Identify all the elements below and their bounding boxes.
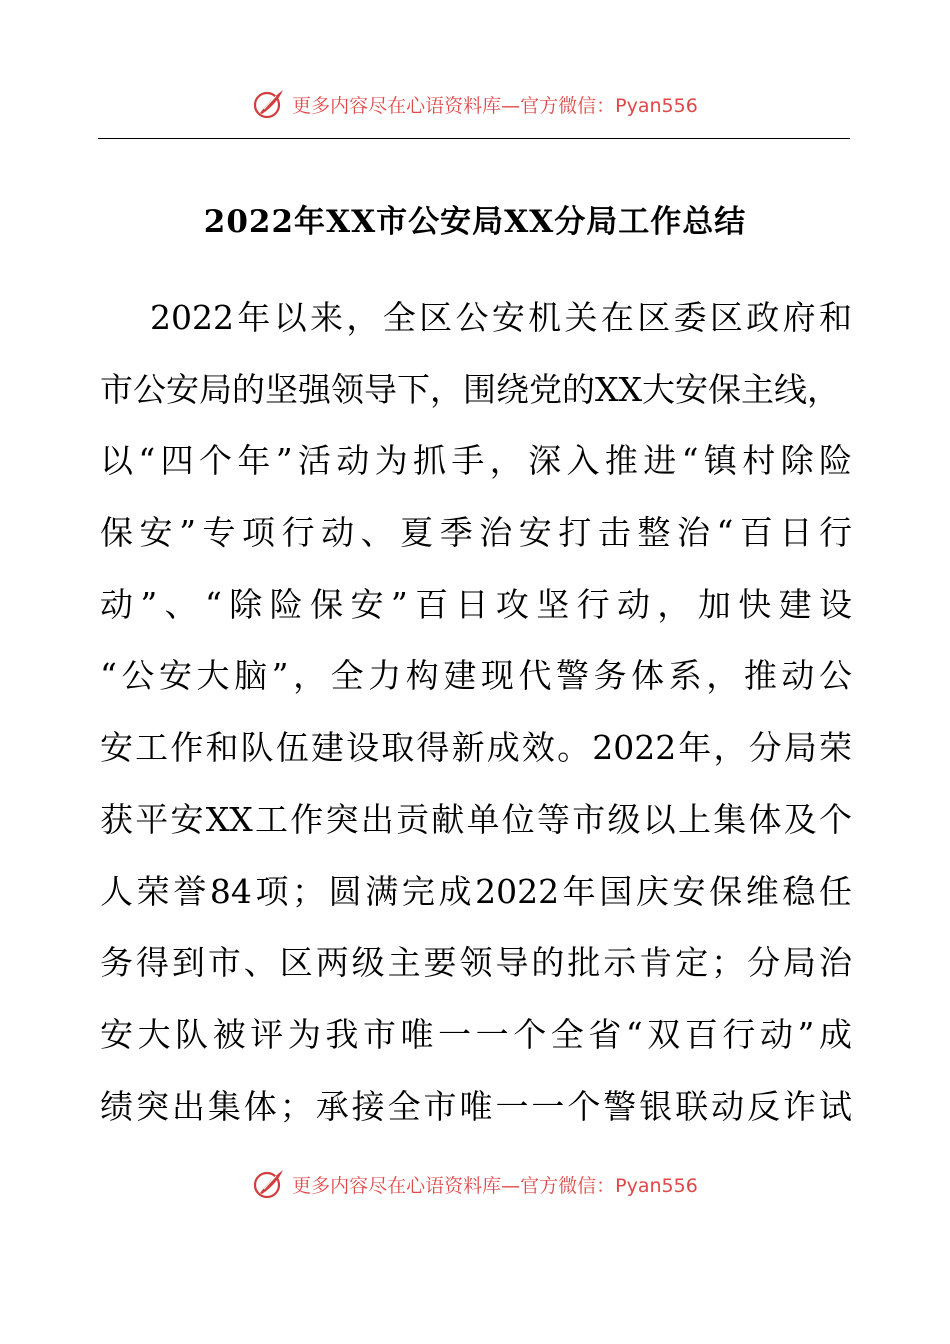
banner-text: 更多内容尽在心语资料库—官方微信：Pyan556 — [292, 94, 698, 117]
body-line: 动”、“除险保安”百日攻坚行动，加快建设 — [100, 584, 852, 624]
quill-logo-icon — [252, 1167, 286, 1201]
banner-text: 更多内容尽在心语资料库—官方微信：Pyan556 — [292, 1174, 698, 1197]
body-line: 务得到市、区两级主要领导的批示肯定；分局治 — [100, 943, 852, 983]
body-line: 绩突出集体；承接全市唯一一个警银联动反诈试 — [100, 1086, 852, 1126]
quill-logo-icon — [252, 87, 286, 121]
body-line: 市公安局的坚强领导下，围绕党的XX大安保主线， — [100, 369, 840, 409]
body-line: 获平安XX工作突出贡献单位等市级以上集体及个 — [100, 799, 852, 839]
body-line: “公安大脑”，全力构建现代警务体系，推动公 — [100, 656, 852, 696]
header-banner — [0, 80, 950, 128]
document-title: 2022年XX市公安局XX分局工作总结 — [203, 204, 747, 240]
document-body — [100, 282, 852, 1142]
header-divider — [98, 138, 850, 139]
body-line: 安工作和队伍建设取得新成效。2022年，分局荣 — [100, 728, 852, 768]
body-line: 人荣誉84项；圆满完成2022年国庆安保维稳任 — [100, 871, 852, 911]
body-line: 2022年以来，全区公安机关在区委区政府和 — [150, 298, 852, 337]
body-line: 保安”专项行动、夏季治安打击整治“百日行 — [100, 513, 852, 553]
body-line: 安大队被评为我市唯一一个全省“双百行动”成 — [100, 1014, 852, 1054]
footer-banner — [0, 1160, 950, 1208]
body-line: 以“四个年”活动为抓手，深入推进“镇村除险 — [100, 441, 852, 481]
